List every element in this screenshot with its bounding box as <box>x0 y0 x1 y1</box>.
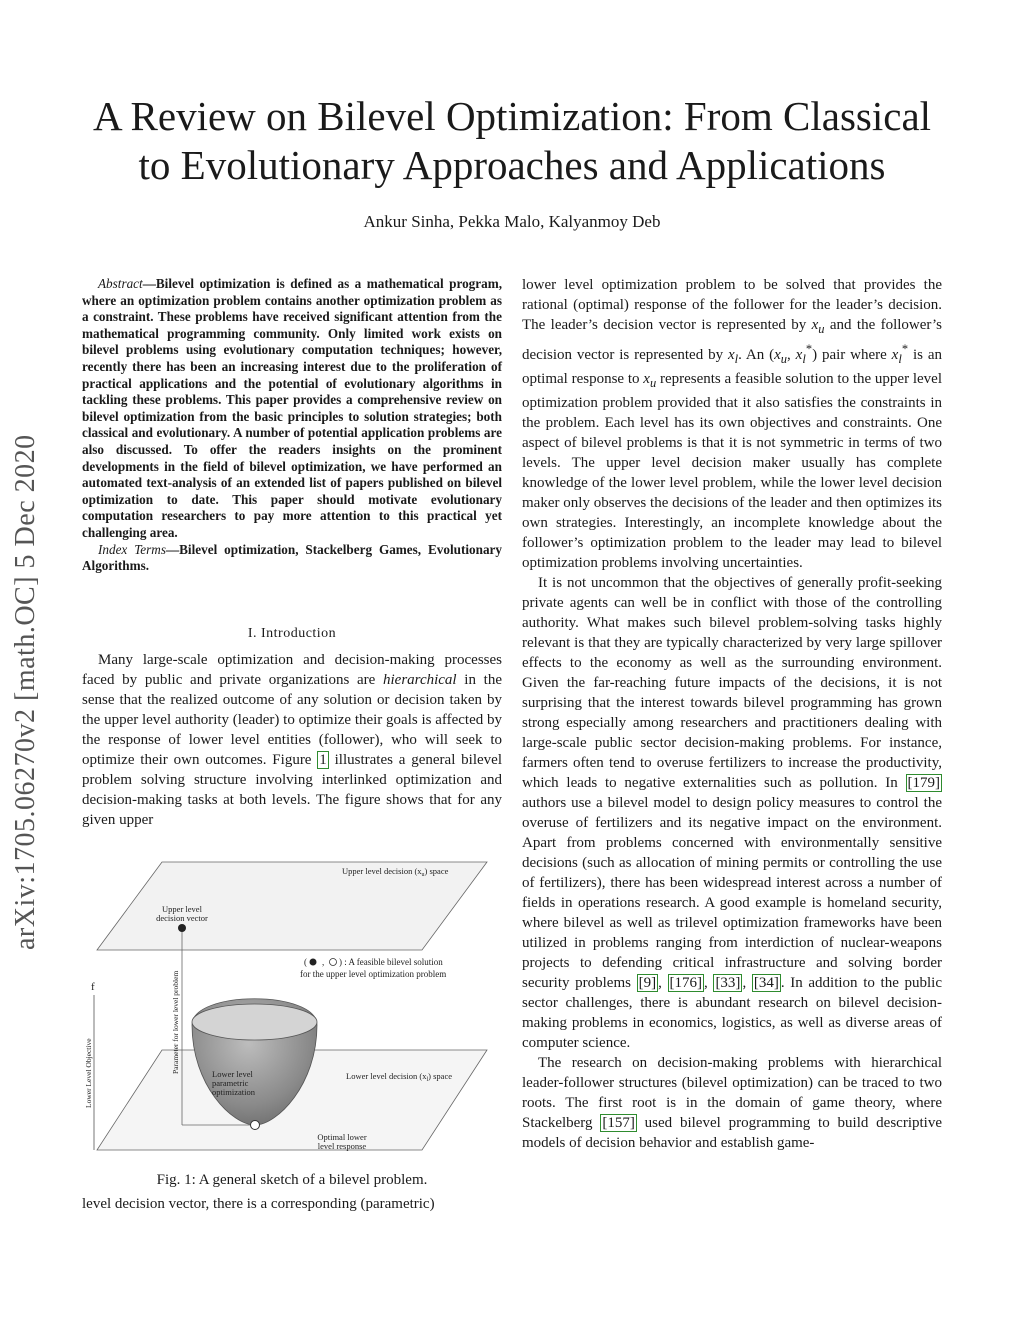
feasible-label-1: ) : A feasible bilevel solution <box>339 957 443 967</box>
arxiv-stamp: arXiv:1705.06270v2 [math.OC] 5 Dec 2020 <box>10 434 41 950</box>
lower-param-label-2: parametric <box>212 1078 249 1088</box>
intro-text-c: illustrates a general bilevel problem solving structure involving interlinked optimization and decision-making tasks at both levels. The figure shows that for any given upper <box>82 752 502 828</box>
citation-179[interactable]: [179] <box>907 775 940 791</box>
index-terms-text: —Bilevel optimization, Stackelberg Games, Evolutionary Algorithms. <box>82 541 502 574</box>
figure-bilevel-sketch <box>82 850 502 1160</box>
left-column-body <box>82 650 502 830</box>
svg-text:(: ( <box>304 957 307 967</box>
lower-space-label: Lower level decision (x <box>346 1071 427 1081</box>
title-line-2: to Evolutionary Approaches and Applications <box>138 142 886 188</box>
lower-param-label-1: Lower level <box>212 1069 253 1079</box>
upper-decision-point <box>178 924 186 932</box>
abstract-text: —Bilevel optimization is defined as a mathematical program, where an optimization problem contains another optimization problem as a constraint. These problems have received significant attention from the mathematical programming community. Only limited work exists on bilevel problems using evolutionary computation techniques; however, recently there has been an increasing interest due to the proliferation of practical applications and the potential of evolutionary algorithms in tackling these problems. This paper provides a comprehensive review on bilevel optimization from the basic principles to solution strategies; both classical and evolutionary. A number of potential application problems are also discussed. To offer the readers insights on the prominent developments in the field of bilevel optimization, we have performed an automated text-analysis of an extended list of papers published on bilevel optimization to date. This paper should motivate evolutionary computation researchers to pay more attention to this practical yet challenging area. <box>82 276 502 540</box>
left-column-tail: level decision vector, there is a corresponding (parametric) <box>82 1196 435 1212</box>
authors: Ankur Sinha, Pekka Malo, Kalyanmoy Deb <box>363 212 661 231</box>
lower-objective-axis-label: Lower Level Objective <box>84 1038 93 1108</box>
parameter-axis-label: Parameter for lower level problem <box>171 970 180 1074</box>
figure-caption: Fig. 1: A general sketch of a bilevel problem. <box>156 1172 428 1188</box>
legend-light-dot <box>330 959 337 966</box>
svg-text:,: , <box>322 957 325 967</box>
upper-vector-label-1: Upper level <box>162 904 202 914</box>
intro-emphasis: hierarchical <box>383 672 457 688</box>
citation-33[interactable]: [33] <box>715 975 741 991</box>
citation-9[interactable]: [9] <box>638 975 657 991</box>
index-terms-label: Index Terms <box>98 541 166 557</box>
intro-text-a: Many large-scale optimization and decision-making processes faced by public and private organizations are <box>82 652 502 688</box>
abstract-label: Abstract <box>98 276 143 291</box>
citation-157[interactable]: [157] <box>602 1115 635 1131</box>
citation-34[interactable]: [34] <box>753 975 779 991</box>
upper-space-label: Upper level decision (x <box>342 866 422 876</box>
intro-text-b: in the sense that the realized outcome of any solution or decision taken by the upper level authority (leader) to optimize their goals is affected by the response of lower level entities (follower), who will seek to optimize their own outcomes. Figure <box>82 672 502 768</box>
legend-dark-dot <box>310 959 317 966</box>
abstract <box>82 276 502 575</box>
f-axis-label: f <box>91 981 95 993</box>
title-line-1: A Review on Bilevel Optimization: From Classical <box>92 93 932 139</box>
upper-vector-label-2: decision vector <box>156 913 208 923</box>
section-heading-introduction: I. Introduction <box>247 626 337 641</box>
paper-title <box>60 92 964 190</box>
optimal-label-1: Optimal lower <box>317 1132 367 1142</box>
svg-text:Upper level decision (xu) spac: Upper level decision $(x_u)$ space <box>342 866 449 878</box>
optimal-response-point <box>251 1121 260 1130</box>
optimal-label-2: level response <box>317 1141 367 1151</box>
lower-param-label-3: optimization <box>212 1087 255 1097</box>
citation-176[interactable]: [176] <box>669 975 703 991</box>
svg-text:Lower level decision (xl) spac: Lower level decision $(x_l)$ space <box>346 1071 452 1083</box>
feasible-label-2: for the upper level optimization problem <box>300 969 447 979</box>
figure-1-link[interactable]: 1 <box>319 752 327 768</box>
right-column-body: lower level optimization problem to be solved that provides the rational (optimal) response of the follower for the leader’s decision. The leader’s decision vector is represented by $x_u$ and the follower’s decision vector is represented by $x_l$. An ($x_u$, $x_l^*$) pair where $x_l^*$ is an optimal response to $x_u$ represents a feasible solution to the upper level optimization problem provided that it also satisfies the constraints in the problem. Each level has its own objectives and constraints. One aspect of bilevel problems is that it is not symmetric in terms of two levels. The upper level decision maker usually has complete knowledge of the lower level problem, while the lower level decision maker only observes the decisions of the leader and then optimizes its own strategies. Interestingly, an incomplete knowledge about the follower’s optimization problem to the leader may lead to bilevel optimization problems involving uncertainties. It is not uncommon that the objectives of generally profit-seeking private agents can well be in conflict with those of the controlling authority. What makes such bilevel problem-solving tasks highly relevant is that they are typically characterized by very large spillover effects to the economy as well as the surrounding environment. Given the far-reaching future impacts of the decisions, it is not surprising that the interest towards bilevel programming has grown strong especially among researchers and practitioners dealing with large-scale public sector decision-making problems. For instance, farmers often tend to overuse fertilizers to increase the productivity, which leads to negative externalities such as pollution. In [179] authors use a bilevel model to design policy measures to control the overuse of fertilizers and its negative impact on the environment. Apart from problems concerned with environmentally sensitive decisions (such as allocation of mining permits or controlling the use of fertilizers), there has been widespread interest across a number of fields in operations research. A good example is homeland security, where bilevel as well as trilevel optimization frameworks have been utilized in problems ranging from interdiction of nuclear-weapons projects to defending critical infrastructure and solving border security problems [9] , [176] , [33] , [34] . In addition to the public sector challenges, there is abundant research on bilevel decision-making problems in economics, logistics, as well as diverse areas of computer science. The research on decision-making problems with hierarchical leader-follower structures (bilevel optimization) can be traced to two roots. The first root is in the domain of game theory, where Stackelberg [157] used bilevel programming to build descriptive models of decision behavior and establish game- <box>522 277 943 1151</box>
